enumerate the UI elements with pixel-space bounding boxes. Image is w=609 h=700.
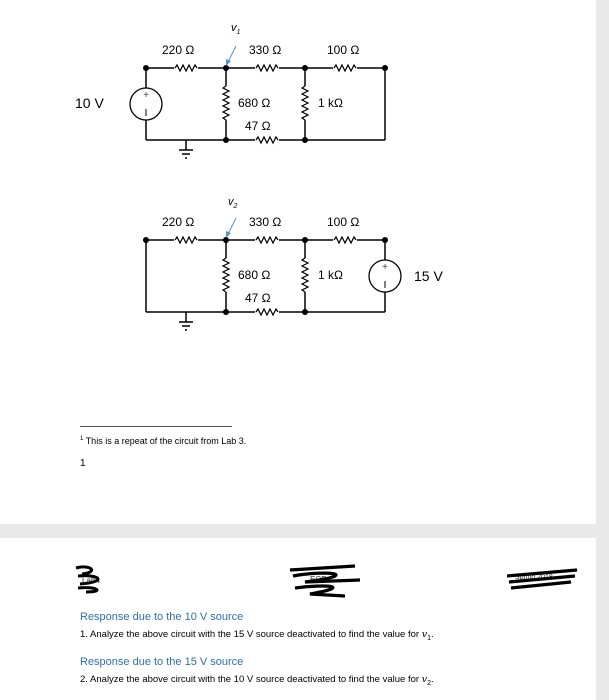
label-100: 100 Ω: [327, 43, 360, 57]
label-680: 680 Ω: [238, 96, 271, 110]
resistor-47-icon: [256, 137, 278, 143]
resistor-1k-icon: [302, 258, 308, 292]
label-680: 680 Ω: [238, 268, 271, 282]
question-1-text: 1. Analyze the above circuit with the 15 V source deactivated to find the value for: [80, 629, 422, 640]
response-heading-1: Response due to the 10 V source: [80, 611, 244, 623]
question-1-sub: 1: [427, 634, 431, 642]
question-1: [80, 629, 434, 642]
resistor-680-icon: [223, 86, 229, 120]
node-arrow-icon: [226, 218, 236, 238]
label-1k: 1 kΩ: [318, 96, 343, 110]
resistor-680-icon: [223, 258, 229, 292]
header-right-text: Spring 2018: [515, 574, 553, 581]
resistor-47-icon: [256, 309, 278, 315]
source-label-10v: 10 V: [75, 95, 104, 111]
voltage-source-icon: [369, 260, 401, 292]
node-arrow-icon: [226, 46, 236, 66]
svg-text:+: +: [143, 90, 149, 101]
resistor-330-icon: [256, 65, 278, 71]
footnote-rule: [80, 426, 232, 427]
label-100: 100 Ω: [327, 215, 360, 229]
label-220: 220 Ω: [162, 43, 195, 57]
header-left-text: Lab4: [82, 576, 100, 585]
footnote-text: This is a repeat of the circuit from Lab 3.: [85, 436, 247, 446]
label-330: 330 Ω: [249, 43, 282, 57]
label-330: 330 Ω: [249, 215, 282, 229]
resistor-330-icon: [256, 237, 278, 243]
question-2-var: v: [421, 674, 428, 685]
label-220: 220 Ω: [162, 215, 195, 229]
resistor-100-icon: [334, 65, 356, 71]
voltage-source-icon: [130, 88, 162, 120]
page-separator: [0, 524, 609, 538]
header-center-text: ECE: [310, 575, 327, 584]
question-2-sub: 2: [427, 679, 431, 687]
resistor-100-icon: [334, 237, 356, 243]
svg-text:+: +: [382, 262, 388, 273]
question-1-var: v: [421, 629, 428, 640]
page-number: 1: [80, 458, 86, 469]
question-1-end: .: [430, 629, 434, 640]
redacted-header-left: [70, 562, 120, 594]
source-label-15v: 15 V: [414, 268, 443, 284]
footnote: [80, 436, 246, 446]
label-1k: 1 kΩ: [318, 268, 343, 282]
node-label-v2: $v_2$: [228, 196, 238, 210]
resistor-220-icon: [175, 65, 197, 71]
node-label-v1: $v_1$: [231, 22, 241, 36]
question-2-text: 2. Analyze the above circuit with the 10 V source deactivated to find the value for: [80, 674, 422, 685]
redacted-header-center: [285, 560, 375, 600]
label-47: 47 Ω: [245, 291, 271, 305]
footnote-mark: 1: [80, 436, 84, 442]
resistor-220-icon: [175, 237, 197, 243]
question-2: [80, 674, 434, 687]
question-2-end: .: [430, 674, 434, 685]
circuit-1: [75, 22, 388, 158]
response-heading-2: Response due to the 15 V source: [80, 656, 244, 668]
resistor-1k-icon: [302, 86, 308, 120]
circuit-2: [143, 196, 443, 330]
label-47: 47 Ω: [245, 119, 271, 133]
redacted-header-right: [505, 562, 585, 592]
